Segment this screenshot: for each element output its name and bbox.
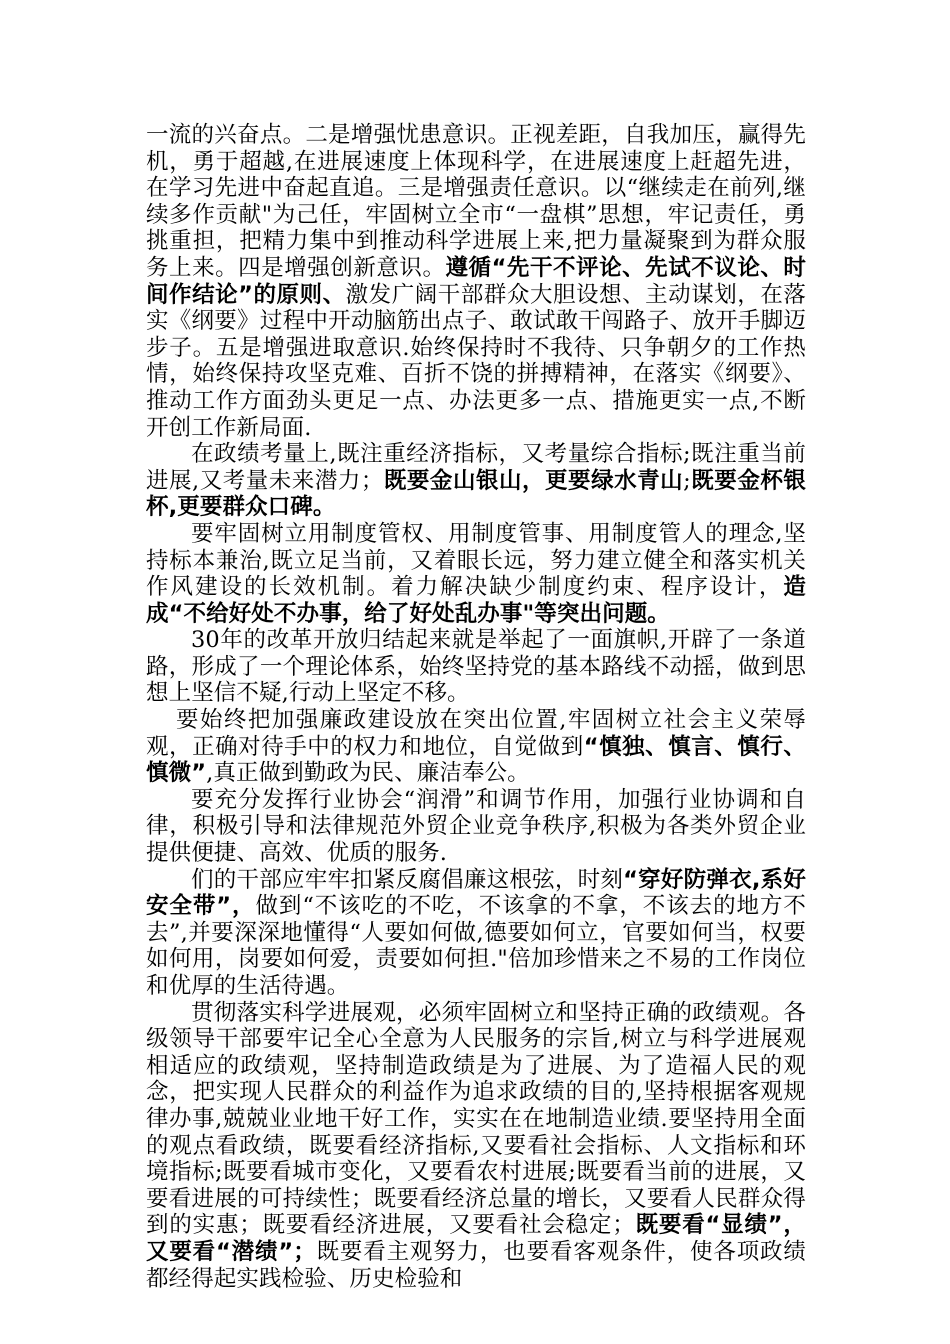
text-run: 在政绩考量上,既注重经济指标，又考量综合指标;既注重当前进展,又考量未来潜力；	[146, 441, 806, 494]
paragraph-5	[146, 707, 806, 787]
paragraph-8	[146, 1000, 806, 1293]
text-run: 一流的兴奋点。二是增强忧患意识。正视差距，自我加压，赢得先机，勇于超越,在进展速度上体现科学，在进展速度上赶超先进，在学习先进中奋起直追。三是增强责任意识。以“继续走在前列,继续多作贡献"为己任，牢固树立全市“一盘棋”思想，牢记责任，勇挑重担，把精力集中到推动科学进展上来,把力量凝聚到为群众服务上来。四是增强创新意识。	[146, 122, 806, 281]
text-run: 激发广阔干部群众大胆设想、主动谋划，在落实《纲要》过程中开动脑筋出点子、敢试敢干闯路子、放开手脚迈步子。五是增强进取意识.始终保持时不我待、只争朝夕的工作热情，始终保持攻坚克难、百折不饶的拼搏精神，在落实《纲要》、推动工作方面劲头更足一点、办法更多一点、措施更实一点,不断开创工作新局面.	[146, 281, 806, 441]
bold-text-run: “慎独、慎言、慎行、慎微”	[146, 733, 806, 787]
text-run: 既要看主观努力，也要看客观条件，使各项政绩都经得起实践检验、历史检验和	[146, 1238, 806, 1292]
text-run: ,真正做到勤政为民、廉洁奉公。	[206, 760, 530, 787]
text-run: ;	[683, 467, 691, 494]
paragraph-3	[146, 521, 806, 627]
text-run: 要充分发挥行业协会“润滑”和调节作用，加强行业协调和自律，积极引导和法律规范外贸企业竞争秩序,积极为各类外贸企业提供便捷、高效、优质的服务.	[146, 786, 806, 867]
paragraph-2	[146, 441, 806, 521]
text-run: 30年的改革开放归结起来就是举起了一面旗帜,开辟了一条道路，形成了一个理论体系，始终坚持党的基本路线不动摇，做到思想上坚信不疑,行动上坚定不移。	[146, 627, 806, 707]
paragraph-4	[146, 627, 806, 707]
document-body	[146, 122, 806, 1292]
bold-text-run: 遵循“先干不评论、先试不议论、时间作结论”的原则、	[146, 254, 806, 308]
paragraph-7	[146, 867, 806, 1000]
text-run: 们的干部应牢牢扣紧反腐倡廉这根弦，时刻	[191, 866, 624, 893]
text-run: 贯彻落实科学进展观，必须牢固树立和坚持正确的政绩观。各级领导干部要牢记全心全意为人民服务的宗旨,树立与科学进展观相适应的政绩观，坚持制造政绩是为了进展、为了造福人民的观念，把实现人民群众的利益作为追求政绩的目的,坚持根据客观规律办事,兢兢业业地干好工作，实实在在地制造业绩.要坚持用全面的观点看政绩，既要看经济指标,又要看社会指标、人文指标和环境指标;既要看城市变化，又要看农村进展;既要看当前的进展，又要看进展的可持续性；既要看经济总量的增长，又要看人民群众得到的实惠；既要看经济进展，又要看社会稳定；	[146, 999, 806, 1239]
text-run: 做到“不该吃的不吃，不该拿的不拿，不该去的地方不去”,并要深深地懂得“人要如何做,德要如何立，官要如何当，权要如何用，岗要如何爱，责要如何担."倍加珍惜来之不易的工作岗位和优厚的生活待遇。	[146, 893, 806, 999]
bold-text-run: 既要看“显绩”，又要看“潜绩”；	[146, 1212, 806, 1265]
text-run: 要始终把加强廉政建设放在突出位置,牢固树立社会主义荣辱观，正确对待手中的权力和地位，自觉做到	[146, 707, 806, 760]
paragraph-6	[146, 787, 806, 867]
bold-text-run: 造成“不给好处不办事，给了好处乱办事"等突出问题。	[146, 574, 806, 627]
bold-text-run: “穿好防弹衣,系好安全带”，	[146, 866, 806, 920]
bold-text-run: 既要金山银山，更要绿水青山	[383, 467, 684, 494]
paragraph-1	[146, 122, 806, 441]
bold-text-run: 既要金杯银杯,更要群众口碑。	[146, 467, 806, 521]
text-run: 要牢固树立用制度管权、用制度管事、用制度管人的理念,坚持标本兼治,既立足当前，又着眼长远，努力建立健全和落实机关作风建设的长效机制。着力解决缺少制度约束、程序设计，	[146, 520, 806, 601]
